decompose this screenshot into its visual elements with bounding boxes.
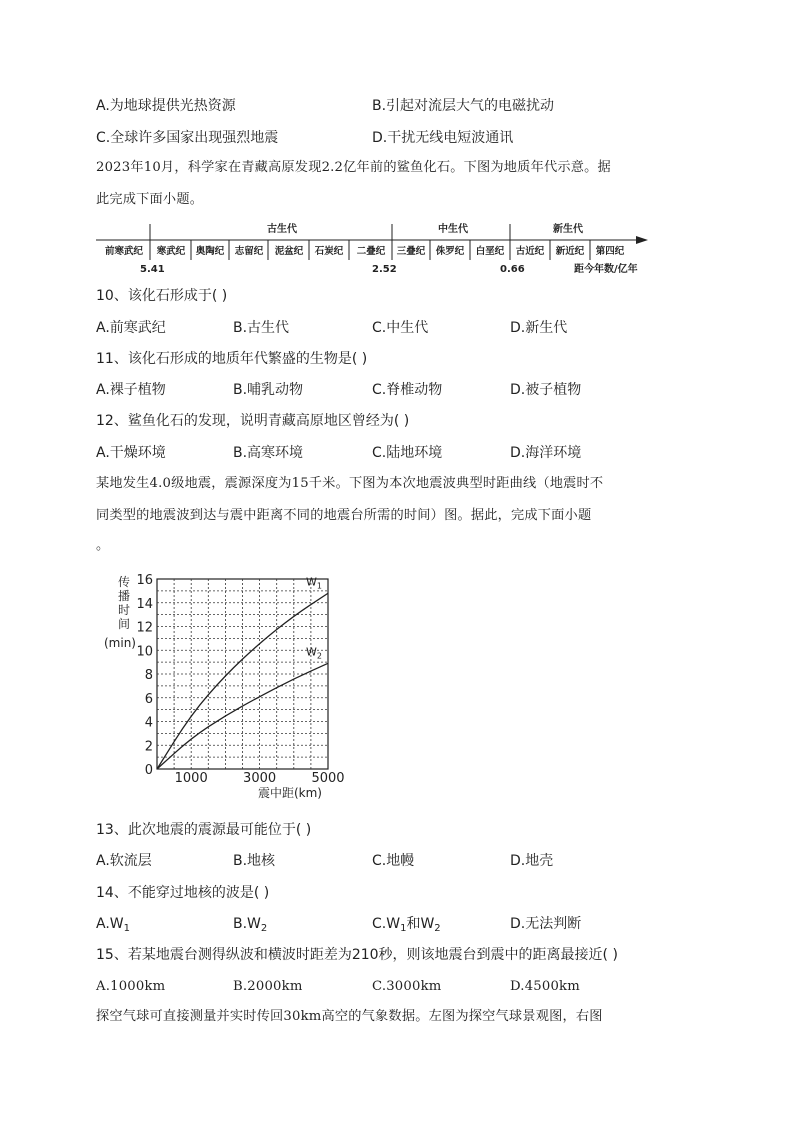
y-tick-label: 6	[144, 691, 153, 707]
series-label-w2: $W_2$	[306, 645, 322, 661]
q14-option-c-sub-2: 2	[434, 923, 441, 934]
ylabel-char-2: 播	[117, 589, 131, 603]
q14-option-c-text: C.W	[372, 916, 401, 932]
q14-option-c	[372, 914, 441, 939]
ylabel-char-3: 时	[117, 603, 131, 617]
q11-option-c: C.脊椎动物	[372, 382, 443, 398]
xlabel: 震中距(km)	[257, 786, 323, 800]
x-tick-label: 1000	[174, 771, 208, 786]
period-neogene: 新近纪	[555, 246, 585, 257]
q15-stem: 15、若某地震台测得纵波和横波时距差为210秒，则该地震台到震中的距离最接近( )	[96, 947, 618, 963]
geologic-timeline	[96, 220, 656, 280]
period-triassic: 三叠纪	[396, 246, 426, 257]
y-tick-label: 12	[136, 620, 153, 636]
q11-option-d: D.被子植物	[510, 382, 582, 398]
y-tick-label: 2	[144, 739, 153, 755]
ylabel-char-1: 传	[117, 575, 131, 589]
ylabel-char-4: 间	[117, 617, 131, 631]
tick-0.66: 0.66	[500, 264, 525, 275]
q15-option-b: B.2000km	[233, 979, 303, 994]
fossil-intro-line-2: 此完成下面小题。	[96, 192, 204, 207]
quake-intro-line-1: 某地发生4.0级地震，震源深度为15千米。下图为本次地震波典型时距曲线（地震时不	[96, 476, 604, 491]
q9-option-c: C.全球许多国家出现强烈地震	[96, 130, 279, 146]
q11-stem: 11、该化石形成的地质年代繁盛的生物是( )	[96, 351, 368, 367]
q9-option-a: A.为地球提供光热资源	[96, 98, 236, 114]
q10-option-d: D.新生代	[510, 320, 568, 336]
q15-option-d: D.4500km	[510, 979, 580, 994]
timeline-arrow-icon	[636, 236, 648, 244]
q11-option-b: B.哺乳动物	[233, 382, 304, 398]
fossil-intro-line-1: 2023年10月，科学家在青藏高原发现2.2亿年前的鲨鱼化石。下图为地质年代示意。据	[96, 160, 611, 175]
y-tick-label: 16	[136, 573, 153, 588]
q12-stem: 12、鲨鱼化石的发现，说明青藏高原地区曾经为( )	[96, 413, 410, 429]
era-mesozoic: 中生代	[438, 224, 468, 235]
q15-option-c: C.3000km	[372, 979, 442, 994]
y-tick-label: 8	[144, 668, 153, 683]
timeline-axis-label: 距今年数/亿年	[574, 264, 638, 275]
era-cenozoic: 新生代	[553, 224, 583, 235]
q14-option-a	[96, 914, 130, 939]
x-tick-label: 5000	[311, 771, 345, 786]
period-devonian: 泥盆纪	[274, 246, 304, 257]
period-ordovician: 奥陶纪	[195, 246, 225, 257]
q14-option-b-sub: 2	[260, 923, 268, 934]
series-label-w1: $W_1$	[306, 575, 322, 591]
period-precambrian: 前寒武纪	[104, 246, 144, 257]
plot-grid	[157, 579, 328, 769]
q12-option-a: A.干燥环境	[96, 445, 166, 461]
q13-stem: 13、此次地震的震源最可能位于( )	[96, 822, 312, 838]
q14-option-c-mid: 和W	[406, 916, 435, 932]
period-cambrian: 寒武纪	[156, 246, 186, 257]
y-tick-label: 0	[144, 763, 153, 778]
q13-option-d: D.地壳	[510, 853, 554, 869]
q12-option-d: D.海洋环境	[510, 445, 582, 461]
q10-option-b: B.古生代	[233, 320, 290, 336]
tick-2.52: 2.52	[372, 264, 397, 275]
y-tick-label: 14	[136, 596, 153, 612]
period-silurian: 志留纪	[234, 246, 264, 257]
q14-option-a-text: A.W	[96, 916, 124, 932]
q13-option-c: C.地幔	[372, 853, 415, 869]
era-paleozoic: 古生代	[267, 224, 297, 235]
quake-intro-line-2: 同类型的地震波到达与震中距离不同的地震台所需的时间）图。据此，完成下面小题	[96, 508, 592, 523]
y-tick-label: 4	[144, 715, 153, 731]
q15-option-a: A.1000km	[96, 979, 166, 994]
q9-option-d: D.干扰无线电短波通讯	[372, 130, 514, 146]
y-tick-label: 10	[136, 644, 153, 660]
period-cretaceous: 白垩纪	[475, 246, 505, 257]
period-quaternary: 第四纪	[595, 246, 625, 257]
q12-option-b: B.高寒环境	[233, 445, 304, 461]
q10-stem: 10、该化石形成于( )	[96, 288, 228, 304]
q14-option-a-sub: 1	[123, 923, 130, 934]
q10-option-c: C.中生代	[372, 320, 429, 336]
x-tick-label: 3000	[243, 771, 277, 786]
period-paleogene: 古近纪	[515, 246, 545, 257]
tick-5.41: 5.41	[140, 264, 165, 275]
q14-option-b	[233, 914, 267, 939]
q12-option-c: C.陆地环境	[372, 445, 443, 461]
q13-option-b: B.地核	[233, 853, 276, 869]
balloon-intro-line: 探空气球可直接测量并实时传回30km高空的气象数据。左图为探空气球景观图，右图	[96, 1009, 603, 1024]
period-carboniferous: 石炭纪	[314, 246, 344, 257]
quake-intro-line-3: 。	[96, 538, 110, 553]
period-jurassic: 侏罗纪	[435, 246, 465, 257]
ylabel-unit: (min)	[104, 636, 136, 650]
q14-option-b-text: B.W	[233, 916, 261, 932]
q14-stem: 14、不能穿过地核的波是( )	[96, 885, 270, 901]
q13-option-a: A.软流层	[96, 853, 152, 869]
q10-option-a: A.前寒武纪	[96, 320, 166, 336]
period-permian: 二叠纪	[356, 246, 386, 257]
q11-option-a: A.裸子植物	[96, 382, 166, 398]
q9-option-b: B.引起对流层大气的电磁扰动	[372, 98, 555, 114]
q14-option-d: D.无法判断	[510, 916, 582, 932]
q14-option-c-sub-1: 1	[400, 923, 407, 934]
seismic-travel-time-chart	[100, 570, 360, 805]
